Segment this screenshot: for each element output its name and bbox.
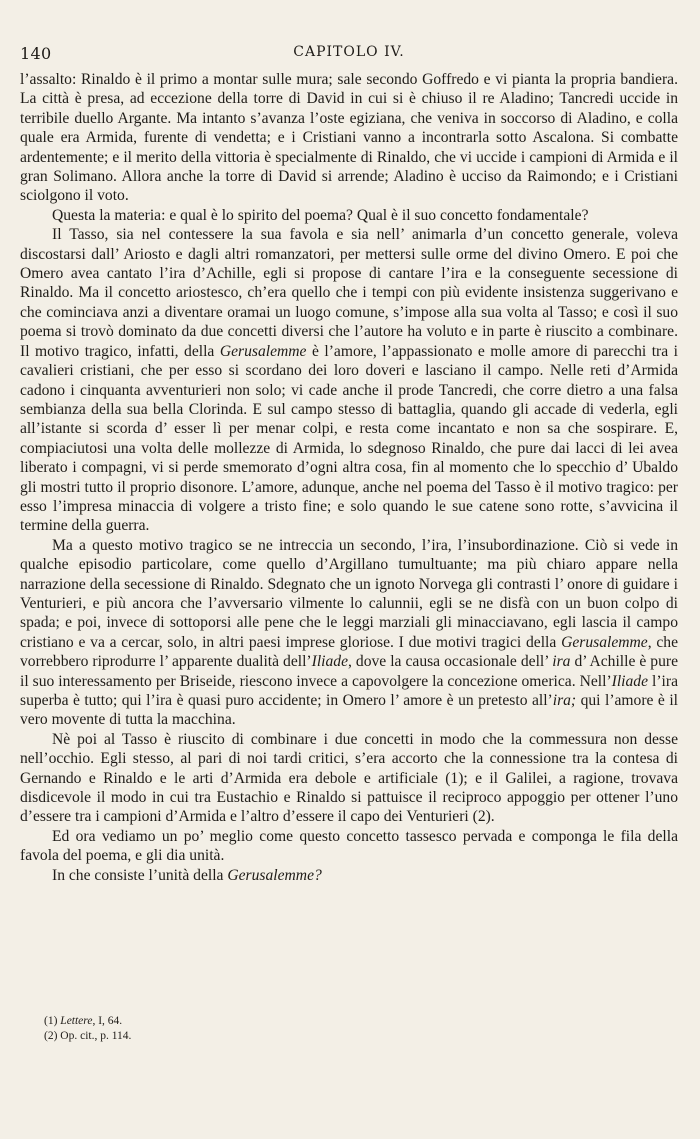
footnotes [44, 1014, 131, 1044]
title-iliade: Iliade [311, 653, 348, 671]
paragraph-7: In che consiste l’unità della Gerusalemme? [52, 866, 322, 884]
paragraph-4: Ma a questo motivo tragico se ne intreccia un secondo, l’ira, l’insubordinazione. Ciò si vede in qualche episodio particolare, come quello d’Argillano tumultuante; ma più chiaro appare nella narrazione della secessione di Rinaldo. Sdegnato che un ignoto Norvega gli contrasti l’ onore di guidare i Venturieri, e più ancora che l’avversario vilmente lo calunnii, egli se ne disfà con un buon colpo di spada; e poi, invece di sottoporsi alle pene che le leggi marziali gli minacciavano, egli lascia il campo cristiano e va a cercar, solo, in altri paesi imprese gloriose. I due motivi tragici della Gerusalemme, che vorrebbero riprodurre l’ apparente dualità dell’Iliade, dove la causa occasionale dell’ ira d’ Achille è pure il suo interessamento per Briseide, riescono invece a capovolgere la concezione omerica. Nell’Iliade l’ira superba è tutto; qui l’ira è quasi puro accidente; in Omero l’ amore è un pretesto all’ira; qui l’amore è il vero movente di tutta la macchina. [20, 536, 679, 729]
paragraph-2: Questa la materia: e qual è lo spirito del poema? Qual è il suo concetto fondamentale? [52, 206, 589, 224]
title-gerusalemme: Gerusalemme? [227, 866, 322, 884]
paragraph-3: Il Tasso, sia nel contessere la sua favola e sia nell’ animarla d’un concetto generale, voleva discostarsi dall’ Ariosto e dagli altri romanzatori, per mettersi sulle orme del divino Omero. E poi che Omero avea cantato l’ira d’Achille, egli si propose di cantare l’ira e la conseguente secessione di Rinaldo. Ma il concetto ariostesco, ch’era quello che i tempi con più evidente insistenza suggerivano e che cominciava anzi a diventare oramai un luogo comune, s’impose alla sua volta al Tasso; e così il suo poema si trovò dominato da due concetti diversi che l’autore ha voluto e in parte è riuscito a combinare. Il motivo tragico, infatti, della Gerusalemme è l’amore, l’appassionato e molle amore di parecchi tra i cavalieri cristiani, che per esso si scordano dei loro doveri e lasciano il campo. Nelle reti d’Armida cadono i cinquanta avventurieri non solo; vi cade anche il prode Tancredi, che corre dietro a una falsa sembianza della sua bella Clorinda. E sul campo stesso di battaglia, quando gli accade di vederla, egli all’istante si scorda d’ esser lì per menar colpi, e resta come incantato e non sa che sospirare. E, compiaciutosi una volta delle mollezze di Armida, lo sdegnoso Rinaldo, che pure dai lacci di lei avea liberato i compagni, vi si perde smemorato d’ogni altra cosa, fin al momento che lo specchio d’ Ubaldo gli mostri tutto il proprio disonore. L’amore, adunque, anche nel poema del Tasso è il motivo tragico: per esso l’impresa minaccia di volgere a tristo fine; e solo quando le sue catene sono rotte, s’avvicina il termine della guerra. [20, 226, 678, 535]
running-head [20, 44, 678, 66]
title-gerusalemme: Gerusalemme [561, 633, 648, 651]
title-gerusalemme: Gerusalemme [219, 342, 307, 360]
chapter-title: CAPITOLO IV. [293, 44, 405, 60]
footnote-1: (1) Lettere, I, 64. [44, 1015, 123, 1027]
title-iliade: Iliade [611, 672, 649, 690]
body-text [20, 70, 678, 885]
term-ira: ira [552, 653, 571, 671]
paragraph-6: Ed ora vediamo un po’ meglio come questo concetto tassesco pervada e componga le fila della favola del poema, e gli dia unità. [20, 827, 678, 865]
page-number: 140 [20, 44, 52, 63]
title-lettere: Lettere [60, 1015, 93, 1027]
paragraph-1: l’assalto: Rinaldo è il primo a montar sulle mura; sale secondo Goffredo e vi pianta la propria bandiera. La città è presa, ad eccezione della torre di David in cui si è chiuso il re Aladino; Tancredi uccide in terribile duello Argante. Ma intanto s’avanza l’oste egiziana, che veniva in soccorso di Aladino, e colla quale era Armida, furente di vendetta; e i Cristiani vanno a incontrarla sotto Ascalona. Si combatte ardentemente; e il merito della vittoria è specialmente di Rinaldo, che vi uccide i campioni di Armida e il gran Solimano. Allora anche la torre di David si arrende; Aladino è ucciso da Raimondo; e i Cristiani sciolgono il voto. [20, 71, 678, 205]
footnote-2: (2) Op. cit., p. 114. [44, 1030, 132, 1042]
paragraph-5: Nè poi al Tasso è riuscito di combinare i due concetti in modo che la commessura non desse nell’occhio. Egli stesso, al pari di noi tardi critici, s’era accorto che la connessione tra la contesa di Gernando e Rinaldo e le arti d’Armida era debole e artificiale (1); e il Galilei, a ragione, trovava disdicevole il modo in cui tra Eustachio e Rinaldo si pattuisce il reciproco appoggio per ottener l’uno d’essere tra i campioni d’Armida e l’altro d’essere il capo dei Venturieri (2). [20, 730, 678, 826]
term-ira: ira; [552, 692, 577, 709]
